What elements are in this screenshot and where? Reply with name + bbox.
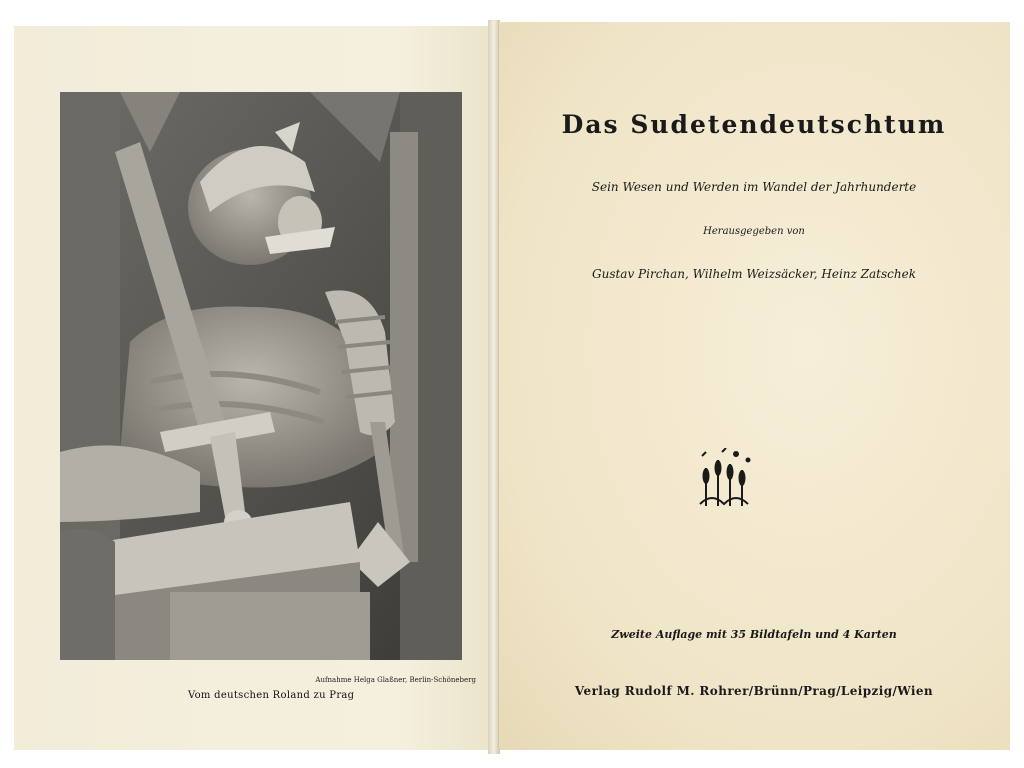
cattail-reeds-logo-icon	[696, 448, 752, 506]
book-subtitle: Sein Wesen und Werden im Wandel der Jahrhunderte	[591, 180, 917, 194]
authors-line: Gustav Pirchan, Wilhelm Weizsäcker, Heinz Zatschek	[592, 267, 916, 281]
statue-image	[60, 92, 462, 660]
publisher-line: Verlag Rudolf M. Rohrer/Brünn/Prag/Leipzig/Wien	[574, 684, 934, 698]
photo-credit: Aufnahme Helga Glaßner, Berlin-Schöneberg	[315, 676, 476, 684]
roland-statue-photograph	[60, 92, 462, 660]
edition-note: Zweite Auflage mit 35 Bildtafeln und 4 Karten	[611, 628, 897, 641]
photo-caption: Vom deutschen Roland zu Prag	[188, 690, 355, 701]
book-title: Das Sudetendeutschtum	[561, 110, 947, 139]
edited-by-label: Herausgegeben von	[703, 226, 805, 237]
